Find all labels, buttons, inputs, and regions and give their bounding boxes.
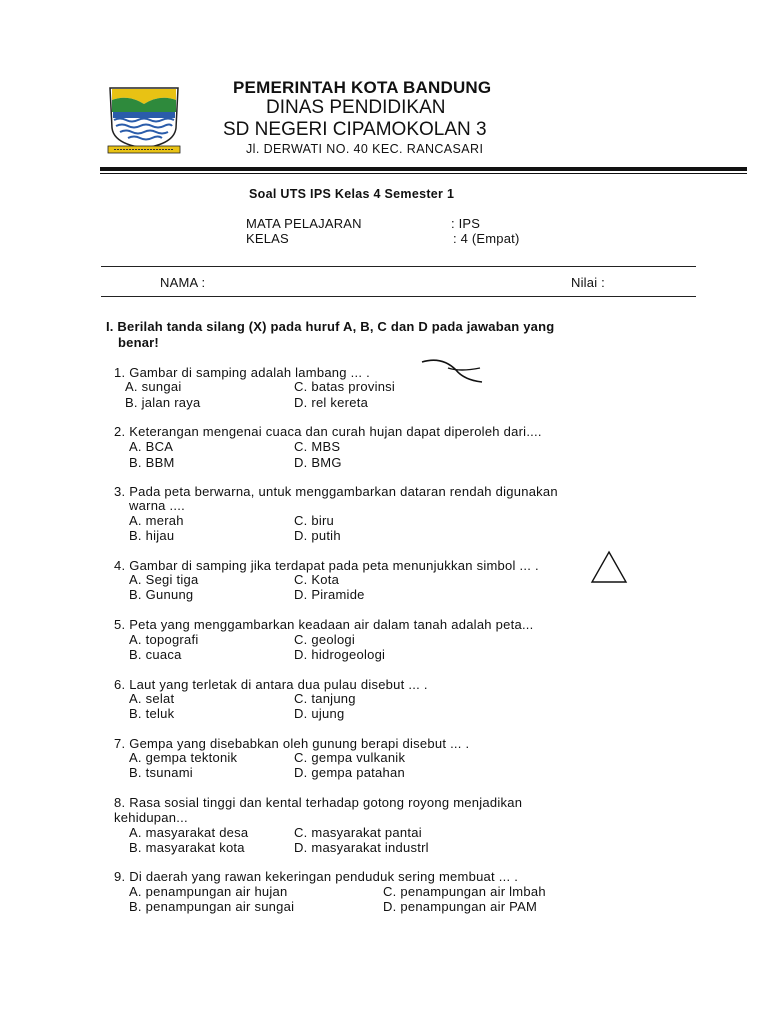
question-6: 6. Laut yang terletak di antara dua pulau disebut ... . [114, 677, 428, 692]
question-6-option-a: A. selat [129, 691, 175, 706]
score-label: Nilai : [571, 275, 605, 290]
question-1-option-d: D. rel kereta [294, 395, 369, 410]
exam-title: Soal UTS IPS Kelas 4 Semester 1 [249, 187, 455, 201]
question-4-option-a: A. Segi tiga [129, 572, 199, 587]
question-3-option-d: D. putih [294, 528, 341, 543]
question-6-option-c: C. tanjung [294, 691, 356, 706]
bandung-logo [104, 84, 184, 158]
class-label: KELAS [246, 231, 289, 246]
triangle-symbol-icon [590, 550, 628, 584]
question-5-option-a: A. topografi [129, 632, 199, 647]
question-3-option-a: A. merah [129, 513, 184, 528]
question-9-option-b: B. penampungan air sungai [129, 899, 295, 914]
question-1: 1. Gambar di samping adalah lambang ... . [114, 365, 370, 380]
instruction [106, 319, 626, 351]
class-value: : 4 (Empat) [453, 231, 520, 246]
header-address: Jl. DERWATI NO. 40 KEC. RANCASARI [246, 142, 484, 156]
question-5-option-b: B. cuaca [129, 647, 182, 662]
question-7-option-a: A. gempa tektonik [129, 750, 238, 765]
header-government: PEMERINTAH KOTA BANDUNG [233, 78, 492, 97]
question-2-option-c: C. MBS [294, 439, 341, 454]
subject-label: MATA PELAJARAN [246, 216, 362, 231]
question-1-option-c: C. batas provinsi [294, 379, 396, 394]
question-4: 4. Gambar di samping jika terdapat pada peta menunjukkan simbol ... . [114, 558, 539, 573]
question-7: 7. Gempa yang disebabkan oleh gunung berapi disebut ... . [114, 736, 470, 751]
question-3-option-b: B. hijau [129, 528, 175, 543]
question-9-option-d: D. penampungan air PAM [383, 899, 538, 914]
question-2-option-b: B. BBM [129, 455, 175, 470]
header-school: SD NEGERI CIPAMOKOLAN 3 [223, 119, 487, 140]
header-divider [100, 167, 747, 171]
question-8-option-b: B. masyarakat kota [129, 840, 245, 855]
name-box-bottom-line [101, 296, 696, 297]
question-3: 3. Pada peta berwarna, untuk menggambarkan dataran rendah digunakan [114, 484, 558, 499]
question-3-option-c: C. biru [294, 513, 335, 528]
subject-value: : IPS [451, 216, 481, 231]
question-2-option-d: D. BMG [294, 455, 342, 470]
question-8-option-c: C. masyarakat pantai [294, 825, 422, 840]
question-9: 9. Di daerah yang rawan kekeringan penduduk sering membuat ... . [114, 869, 519, 884]
question-7-option-c: C. gempa vulkanik [294, 750, 406, 765]
question-1-option-b: B. jalan raya [125, 395, 201, 410]
question-7-option-d: D. gempa patahan [294, 765, 405, 780]
question-4-option-b: B. Gunung [129, 587, 194, 602]
question-7-option-b: B. tsunami [129, 765, 193, 780]
question-2-option-a: A. BCA [129, 439, 174, 454]
question-8: 8. Rasa sosial tinggi dan kental terhadap gotong royong menjadikan [114, 795, 523, 810]
question-9-option-a: A. penampungan air hujan [129, 884, 288, 899]
question-8-option-d: D. masyarakat industrl [294, 840, 429, 855]
question-6-option-d: D. ujung [294, 706, 345, 721]
question-6-option-b: B. teluk [129, 706, 175, 721]
header-department: DINAS PENDIDIKAN [266, 97, 446, 118]
question-3-continuation: warna .... [129, 498, 185, 513]
instruction-line-1: I. Berilah tanda silang (X) pada huruf A, B, C dan D pada jawaban yang [106, 319, 555, 334]
question-8-option-a: A. masyarakat desa [129, 825, 249, 840]
river-symbol-icon [420, 358, 484, 388]
question-5-option-c: C. geologi [294, 632, 356, 647]
question-9-option-c: C. penampungan air lmbah [383, 884, 546, 899]
question-8-continuation: kehidupan... [114, 810, 188, 825]
question-1-option-a: A. sungai [125, 379, 182, 394]
name-box-top-line [101, 266, 696, 267]
question-2: 2. Keterangan mengenai cuaca dan curah hujan dapat diperoleh dari.... [114, 424, 542, 439]
instruction-line-2: benar! [118, 335, 159, 350]
question-4-option-c: C. Kota [294, 572, 340, 587]
question-5-option-d: D. hidrogeologi [294, 647, 386, 662]
header-divider-thin [100, 173, 747, 174]
question-5: 5. Peta yang menggambarkan keadaan air dalam tanah adalah peta... [114, 617, 534, 632]
name-label: NAMA : [160, 275, 206, 290]
question-4-option-d: D. Piramide [294, 587, 365, 602]
